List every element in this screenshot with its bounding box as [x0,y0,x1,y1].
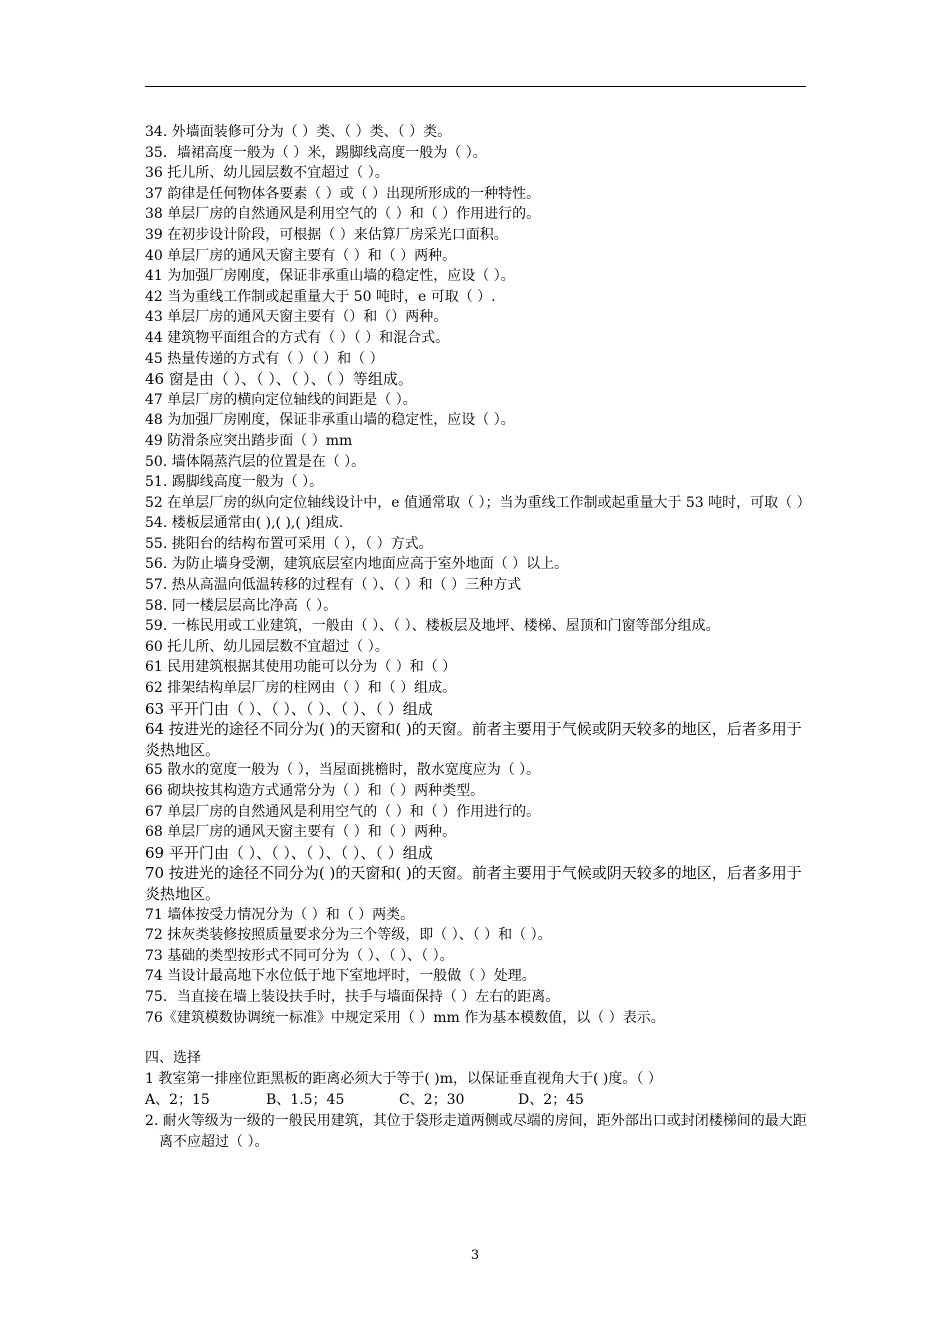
question-line: 40 单层厂房的通风天窗主要有（ ）和（ ）两种。 [145,247,457,264]
question-line: 41 为加强厂房刚度，保证非承重山墙的稳定性，应设（ ）。 [145,268,515,285]
question-line: 75．当直接在墙上装设扶手时，扶手与墙面保持（ ）左右的距离。 [145,988,560,1005]
question-line: 39 在初步设计阶段，可根据（ ）来估算厂房采光口面积。 [145,226,508,243]
question-line: 58. 同一楼层层高比净高（ ）。 [145,597,338,614]
question-line: 57. 热从高温向低温转移的过程有（ ）、（ ）和（ ）三种方式 [145,577,522,594]
question-line: 63 平开门由（ ）、（ ）、（ ）、（ ）、（ ）组成 [145,699,433,718]
option-b: B、1.5；45 [266,1092,345,1109]
question-line: 71 墙体按受力情况分为（ ）和（ ）两类。 [145,906,415,923]
question-line: 45 热量传递的方式有（ ）（ ）和（ ） [145,350,384,367]
question-line: 49 防滑条应突出踏步面（ ）mm [145,432,353,449]
question-line: 43 单层厂房的通风天窗主要有（）和（）两种。 [145,309,448,326]
choice-options [145,1089,810,1111]
choice-question-stem: 1 教室第一排座位距黑板的距离必须大于等于( )m，以保证垂直视角大于( )度。（ ） [145,1070,662,1087]
question-line: 52 在单层厂房的纵向定位轴线设计中，e 值通常取（ ）；当为重线工作制或起重量大于 53 吨时，可取（ ） [145,494,811,511]
question-line: 47 单层厂房的横向定位轴线的间距是（ ）。 [145,391,417,408]
question-line: 62 排架结构单层厂房的柱网由（ ）和（ ）组成。 [145,680,457,697]
question-line: 42 当为重线工作制或起重量大于 50 吨时，e 可取（ ）. [145,288,496,305]
question-line: 38 单层厂房的自然通风是利用空气的（ ）和（ ）作用进行的。 [145,206,541,223]
question-line: 44 建筑物平面组合的方式有（ ）（ ）和混合式。 [145,329,450,346]
question-line: 37 韵律是任何物体各要素（ ）或（ ）出现所形成的一种特性。 [145,185,541,202]
question-line: 69 平开门由（ ）、（ ）、（ ）、（ ）、（ ）组成 [145,843,433,862]
question-line: 66 砌块按其构造方式通常分为（ ）和（ ）两种类型。 [145,783,485,799]
option-c: C、2；30 [399,1092,465,1109]
question-line: 60 托儿所、幼儿园层数不宜超过（ ）。 [145,638,389,655]
question-line: 50. 墙体隔蒸汽层的位置是在（ ）。 [145,453,366,470]
question-line: 59. 一栋民用或工业建筑，一般由（ ）、（ ）、楼板层及地坪、楼梯、屋顶和门窗等部分组成。 [145,618,720,635]
choice-question-stem: 2. 耐火等级为一级的一般民用建筑，其位于袋形走道两侧或尽端的房间，距外部出口或封闭楼梯间的最大距离不应超过（ ）。 [145,1113,807,1150]
question-line: 64 按进光的途径不同分为( )的天窗和( )的天窗。前者主要用于气候或阴天较多的地区，后者多用于炎热地区。 [145,720,802,759]
question-line: 76《建筑模数协调统一标准》中规定采用（ ）mm 作为基本模数值，以（ ）表示。 [145,1009,665,1026]
question-line: 35．墙裙高度一般为（ ）米，踢脚线高度一般为（ ）。 [145,144,487,161]
question-line: 70 按进光的途径不同分为( )的天窗和( )的天窗。前者主要用于气候或阴天较多的地区，后者多用于炎热地区。 [145,864,802,903]
document-body [145,122,810,1153]
question-line: 73 基础的类型按形式不同可分为（ ）、（ ）、（ ）。 [145,947,454,964]
question-line: 48 为加强厂房刚度，保证非承重山墙的稳定性，应设（ ）。 [145,412,515,429]
question-line: 74 当设计最高地下水位低于地下室地坪时，一般做（ ）处理。 [145,968,536,985]
question-line: 34. 外墙面装修可分为（ ）类、（ ）类、（ ）类。 [145,124,452,140]
option-d: D、2；45 [518,1092,584,1109]
question-line: 36 托儿所、幼儿园层数不宜超过（ ）。 [145,165,389,182]
question-line: 72 抹灰类装修按照质量要求分为三个等级，即（ ）、（ ）和（ ）。 [145,927,552,944]
question-line: 56. 为防止墙身受潮，建筑底层室内地面应高于室外地面（ ）以上。 [145,556,569,573]
question-line: 55. 挑阳台的结构布置可采用（ ），（ ）方式。 [145,535,433,552]
page-number: 3 [470,1248,480,1263]
question-line: 51. 踢脚线高度一般为（ ）。 [145,474,324,491]
question-line: 67 单层厂房的自然通风是利用空气的（ ）和（ ）作用进行的。 [145,803,541,820]
header-rule [145,86,806,87]
section-title: 四、选择 [145,1050,201,1067]
option-a: A、2；15 [145,1092,210,1109]
question-line: 65 散水的宽度一般为（ ），当屋面挑檐时，散水宽度应为（ ）。 [145,762,541,779]
question-line: 61 民用建筑根据其使用功能可以分为（ ）和（ ） [145,659,457,676]
question-line: 54. 楼板层通常由( ),( ),( )组成. [145,515,344,532]
question-line: 46 窗是由（ ）、（ ）、（ ）、（ ）等组成。 [145,370,413,389]
question-line: 68 单层厂房的通风天窗主要有（ ）和（ ）两种。 [145,824,457,841]
